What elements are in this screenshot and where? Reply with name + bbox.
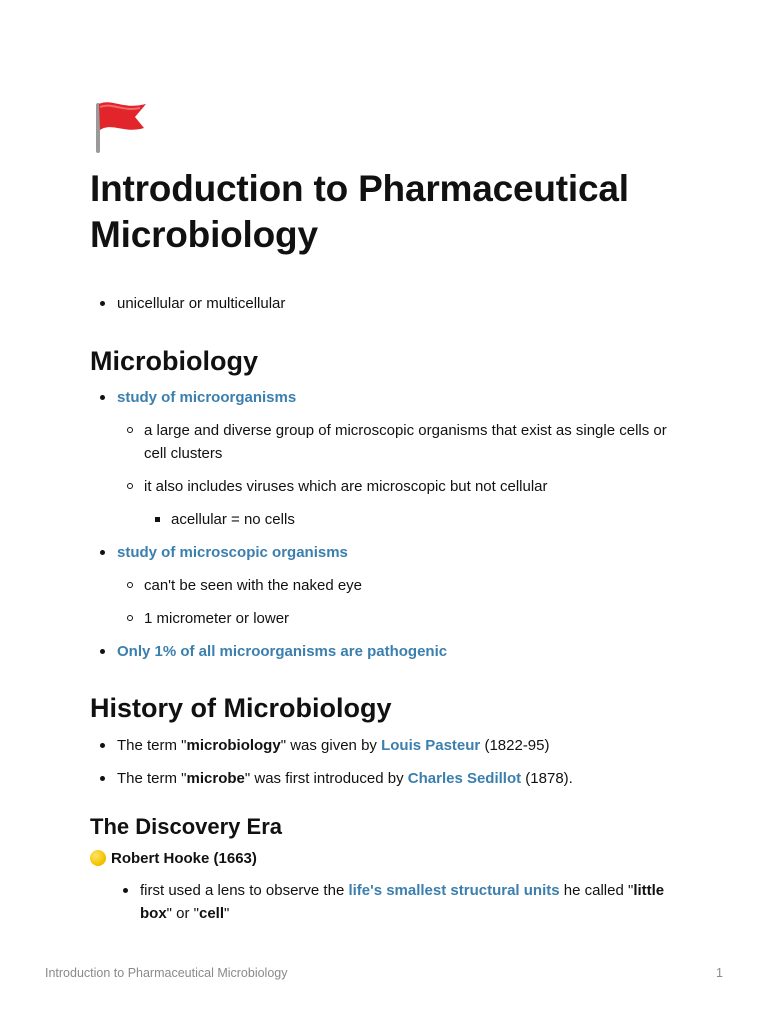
bold-term: little box — [140, 882, 665, 922]
text: (1822-95) — [480, 737, 550, 754]
section-heading-microbiology: Microbiology — [90, 346, 258, 376]
section-heading-history: History of Microbiology — [90, 693, 392, 723]
text: " — [224, 905, 230, 922]
list-item: study of microscopic organisms — [90, 541, 690, 564]
bold-term: microbe — [186, 770, 245, 787]
list-item — [90, 734, 690, 757]
subsection-heading-discovery: The Discovery Era — [90, 814, 282, 839]
document-body — [90, 100, 690, 925]
text: The term " — [117, 737, 187, 754]
discovery-list — [90, 879, 690, 925]
list-item: acellular = no cells — [90, 508, 690, 531]
page-title: Introduction to Pharmaceutical Microbiology — [90, 168, 629, 255]
list-item: unicellular or multicellular — [90, 292, 690, 315]
list-item: study of microorganisms — [90, 386, 690, 409]
list-item — [90, 767, 690, 790]
text: " or " — [166, 905, 199, 922]
list-item: a large and diverse group of microscopic organisms that exist as single cells or cell clusters — [90, 419, 690, 465]
list-item: 1 micrometer or lower — [90, 607, 690, 630]
list-item: it also includes viruses which are microscopic but not cellular — [90, 475, 690, 498]
text: first used a lens to observe the — [140, 882, 349, 899]
highlight-name: Charles Sedillot — [407, 770, 522, 787]
footer-title: Introduction to Pharmaceutical Microbiology — [45, 966, 288, 980]
highlight-name: Louis Pasteur — [381, 737, 481, 754]
yellow-circle-icon — [90, 850, 106, 866]
person-name: Robert Hooke (1663) — [111, 850, 257, 867]
list-item — [113, 879, 690, 925]
bold-term: microbiology — [186, 737, 281, 754]
person-line — [90, 847, 690, 870]
text: The term " — [117, 770, 187, 787]
text: he called " — [559, 882, 634, 899]
page-number: 1 — [716, 966, 723, 980]
bold-term: cell — [199, 905, 225, 922]
text: (1878). — [521, 770, 573, 787]
list-item: Only 1% of all microorganisms are pathogenic — [90, 640, 690, 663]
history-list — [90, 734, 690, 790]
highlight-phrase: life's smallest structural units — [348, 882, 560, 899]
list-item: can't be seen with the naked eye — [90, 574, 690, 597]
microbiology-list — [90, 386, 690, 663]
red-flag-icon — [90, 100, 148, 156]
page-footer — [45, 966, 723, 980]
text: " was first introduced by — [244, 770, 408, 787]
intro-list — [90, 292, 690, 315]
text: " was given by — [280, 737, 382, 754]
